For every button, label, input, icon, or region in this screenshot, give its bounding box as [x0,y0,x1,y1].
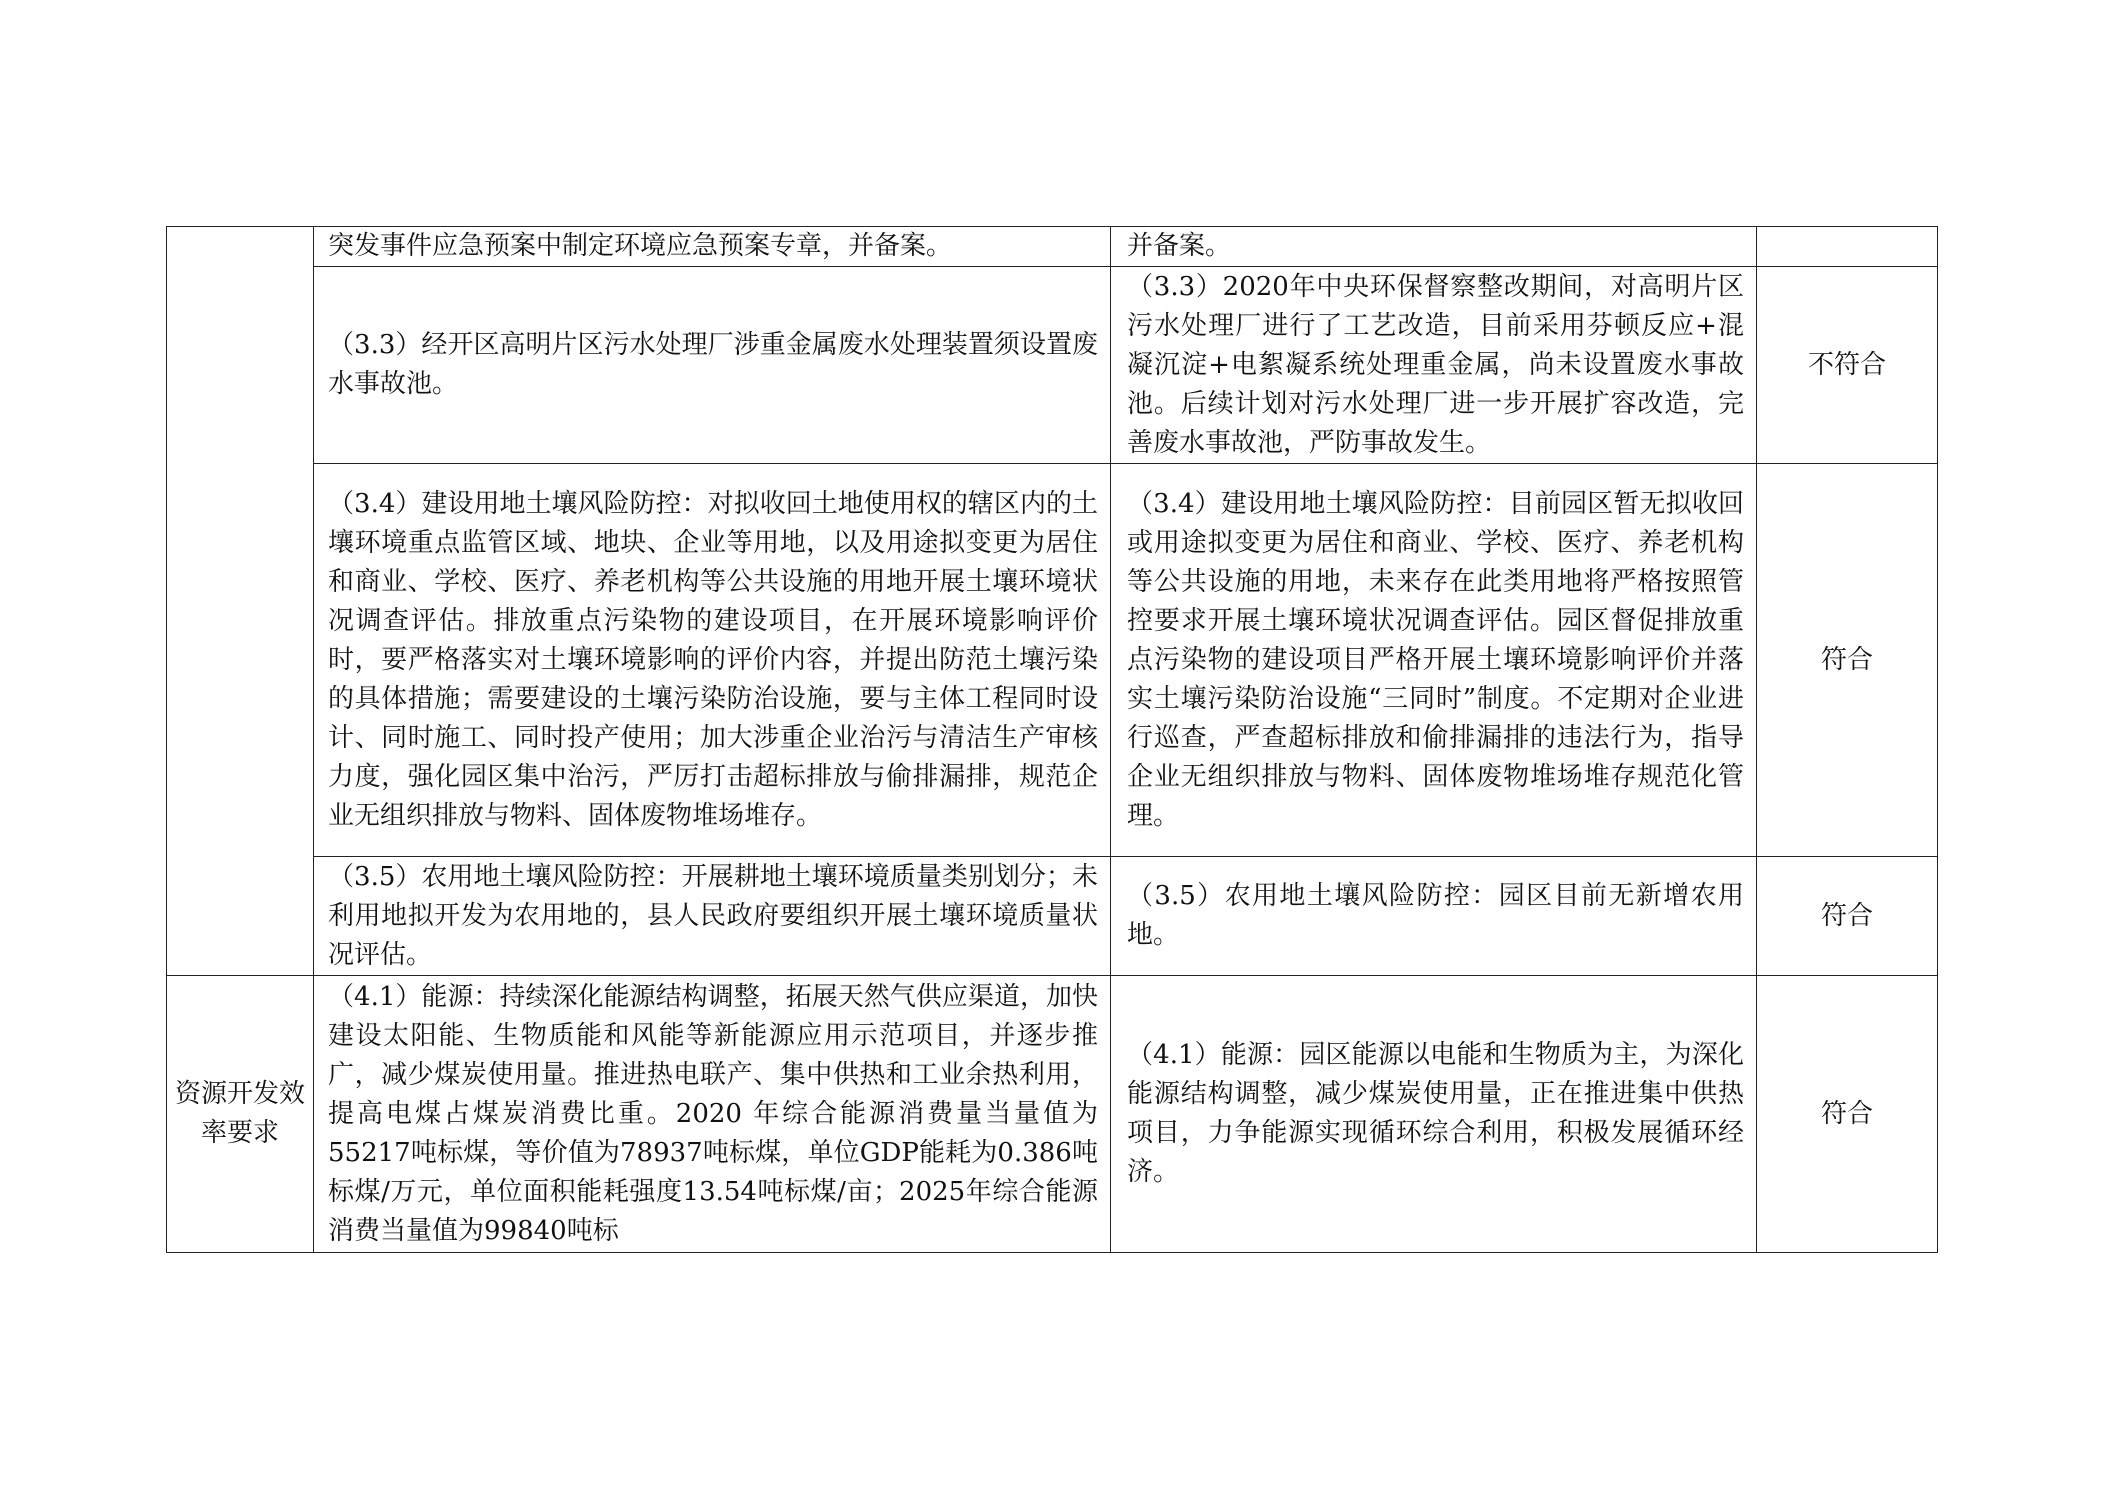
conclusion-cell: 符合 [1757,857,1938,976]
conclusion-cell: 不符合 [1757,267,1938,464]
status-cell [1111,857,1757,976]
conclusion-cell: 符合 [1757,464,1938,857]
table-row [167,464,1938,857]
status-cell [1111,227,1757,267]
requirement-cell [314,267,1111,464]
table-row [167,976,1938,1253]
status-text: （3.4）建设用地土壤风险防控：目前园区暂无拟收回或用途拟变更为居住和商业、学校、医疗、养老机构等公共设施的用地，未来存在此类用地将严格按照管控要求开展土壤环境状况调查评估。园区督促排放重点污染物的建设项目严格开展土壤环境影响评价并落实土壤污染防治设施“三同时”制度。不定期对企业进行巡查，严查超标排放和偷排漏排的违法行为，指导企业无组织排放与物料、固体废物堆场堆存规范化管理。 [1127,488,1744,831]
status-cell [1111,267,1757,464]
requirement-cell [314,857,1111,976]
status-text: 并备案。 [1127,231,1232,261]
requirement-text: 突发事件应急预案中制定环境应急预案专章，并备案。 [328,231,953,261]
status-cell [1111,976,1757,1253]
requirement-text: （4.1）能源：持续深化能源结构调整，拓展天然气供应渠道，加快建设太阳能、生物质能和风能等新能源应用示范项目，并逐步推广，减少煤炭使用量。推进热电联产、集中供热和工业余热利用，提高电煤占煤炭消费比重。2020 年综合能源消费量当量值为55217吨标煤，等价值为78937吨标煤，单位GDP能耗为0.386吨标煤/万元，单位面积能耗强度13.54吨标煤/亩；2025年综合能源消费当量值为99840吨标 [328,981,1098,1246]
requirement-cell [314,464,1111,857]
requirement-text: （3.4）建设用地土壤风险防控：对拟收回土地使用权的辖区内的土壤环境重点监管区域、地块、企业等用地，以及用途拟变更为居住和商业、学校、医疗、养老机构等公共设施的用地开展土壤环境状况调查评估。排放重点污染物的建设项目，在开展环境影响评价时，要严格落实对土壤环境影响的评价内容，并提出防范土壤污染的具体措施；需要建设的土壤污染防治设施，要与主体工程同时设计、同时施工、同时投产使用；加大涉重企业治污与清洁生产审核力度，强化园区集中治污，严厉打击超标排放与偷排漏排，规范企业无组织排放与物料、固体废物堆场堆存。 [328,488,1098,831]
table-row [167,267,1938,464]
category-cell: 资源开发效率要求 [167,976,314,1253]
table-row [167,857,1938,976]
table-row [167,227,1938,267]
status-text: （4.1）能源：园区能源以电能和生物质为主，为深化能源结构调整，减少煤炭使用量，正在推进集中供热项目，力争能源实现循环综合利用，积极发展循环经济。 [1127,1040,1744,1187]
category-cell-empty [167,227,314,976]
conclusion-cell [1757,227,1938,267]
status-cell [1111,464,1757,857]
compliance-table [166,226,1938,1253]
requirement-cell [314,976,1111,1253]
requirement-cell [314,227,1111,267]
status-text: （3.5）农用地土壤风险防控：园区目前无新增农用地。 [1127,881,1744,950]
conclusion-cell: 符合 [1757,976,1938,1253]
requirement-text: （3.5）农用地土壤风险防控：开展耕地土壤环境质量类别划分；未利用地拟开发为农用地的，县人民政府要组织开展土壤环境质量状况评估。 [328,861,1098,970]
status-text: （3.3）2020年中央环保督察整改期间，对高明片区污水处理厂进行了工艺改造，目前采用芬顿反应+混凝沉淀+电絮凝系统处理重金属，尚未设置废水事故池。后续计划对污水处理厂进一步开展扩容改造，完善废水事故池，严防事故发生。 [1127,271,1744,458]
requirement-text: （3.3）经开区高明片区污水处理厂涉重金属废水处理装置须设置废水事故池。 [328,330,1098,399]
